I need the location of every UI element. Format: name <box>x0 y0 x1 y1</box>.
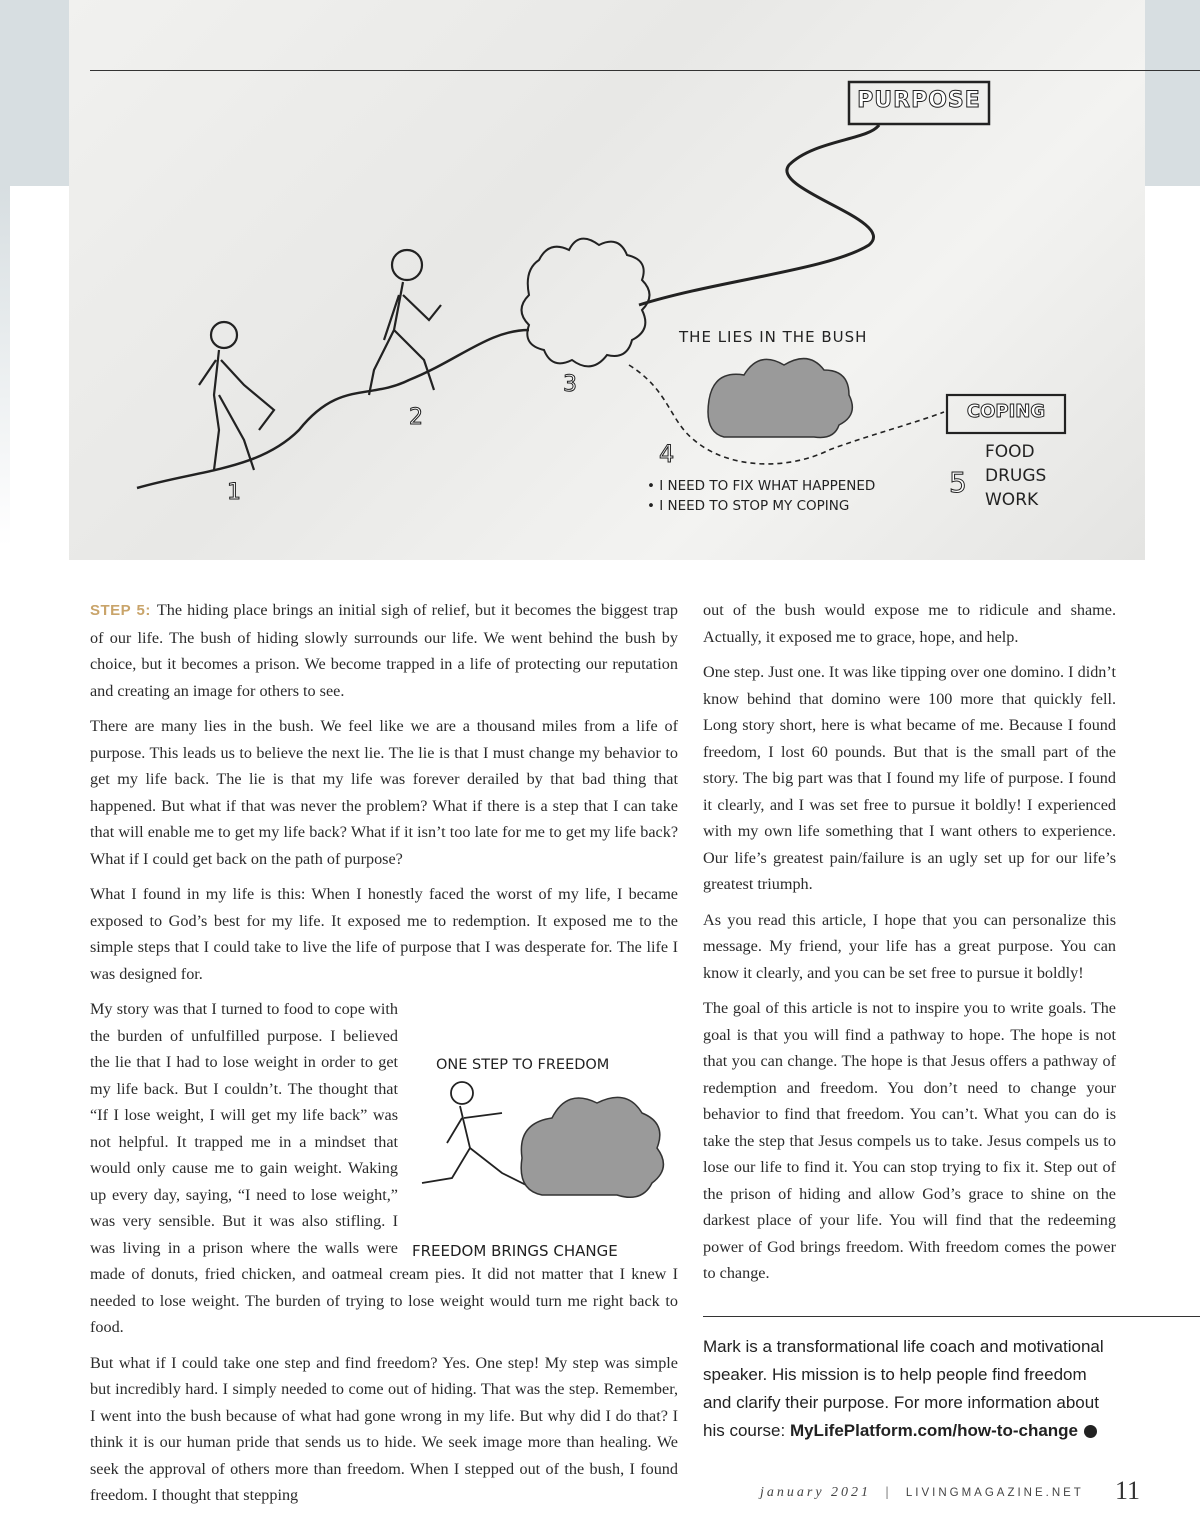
inset-illustration <box>412 1038 680 1260</box>
footer-date: january 2021 <box>760 1485 872 1500</box>
bio-text: Mark is a transformational life coach and motivational speaker. His mission is to help people find freedom and clarify their purpose. For more information about his course: <box>703 1337 1104 1440</box>
lies-label: THE LIES IN THE BUSH <box>679 328 868 346</box>
article-right-column <box>703 597 1116 1296</box>
path-to-purpose-drawing <box>69 0 1145 560</box>
footer-separator: | <box>885 1485 892 1500</box>
step-number-3: 3 <box>563 372 577 397</box>
coping-item-2: DRUGS <box>985 466 1047 486</box>
paragraph: What I found in my life is this: When I honestly faced the worst of my life, I became exposed to God’s best for my life. It exposed me to redemption. It exposed me to the simple steps that I could take to live the life of purpose that I was desperate for. The life I was designed for. <box>90 885 678 983</box>
inset-top-text: ONE STEP TO FREEDOM <box>436 1056 610 1073</box>
bio-divider <box>703 1316 1200 1317</box>
left-edge-shade <box>0 186 10 546</box>
figure-1 <box>199 322 274 470</box>
paragraph: My story was that I turned to food to cope with the burden of unfulfilled purpose. I believed the lie that I had to lose weight in order to get my life back. But I couldn’t. The thought that “If I lose weight, I will get my life back” was not helpful. It trapped me in a mindset that would only cause me to gain weight. Waking up every day, saying, “I need to lose weight,” was very sensible. But it was also stifling. I was living in a prison where the walls were made of donuts, fried chicken, and oatmeal cream pies. It did not matter that I knew I needed to lose weight. The burden of trying to lose weight would turn me right back to food. <box>90 1000 678 1336</box>
step-number-4: 4 <box>659 440 675 468</box>
step-number-5: 5 <box>949 466 967 499</box>
author-bio <box>703 1333 1119 1445</box>
step-number-1: 1 <box>227 480 241 505</box>
top-rule <box>90 70 1200 71</box>
paragraph: The goal of this article is not to inspire you to write goals. The goal is that you will find a pathway to hope. The hope is not that you can change. The hope is that Jesus offers a pathway of redemption and freedom. You don’t need to change your behavior to find that freedom. You can’t. What you can do is take the step that Jesus compels us to take. Jesus compels us to lose our life to find it. You can stop trying to fix it. Step out of the prison of hiding and allow God’s grace to shine on the darkest place of your life. You will find that the redeeming power of God brings freedom. With freedom comes the power to change. <box>703 999 1116 1282</box>
step-number-2: 2 <box>409 405 423 430</box>
paragraph: But what if I could take one step and find freedom? Yes. One step! My step was simple but incredibly hard. I simply needed to come out of hiding. That was the step. Remember, I went into the bush because of what had gone wrong in my life. But why did I do that? I think it is our human pride that sends us to hide. We seek image more than healing. We seek the approval of others more than freedom. When I stepped out of the bush, I found freedom. I thought that stepping <box>90 1353 678 1504</box>
coping-item-1: FOOD <box>985 442 1035 462</box>
paragraph: As you read this article, I hope that you can personalize this message. My friend, your life has a great purpose. You can know it clearly, and you can be set free to pursue it boldly! <box>703 910 1116 982</box>
bullet-1: • I NEED TO FIX WHAT HAPPENED <box>647 478 876 494</box>
paragraph: out of the bush would expose me to ridicule and shame. Actually, it exposed me to grace, hope, and help. <box>703 601 1116 646</box>
end-mark-icon <box>1084 1425 1097 1438</box>
paragraph: One step. Just one. It was like tipping over one domino. I didn’t know behind that domino were 100 more that quickly fell. Long story short, here is what became of me. Because I found freedom, I lost 60 pounds. But that is the small part of the story. The big part was that I found my life of purpose. I found it clearly, and I was set free to pursue it boldly! I experienced with my own life something that I want others to experience. Our life’s greatest pain/failure is an ugly set up for our life’s greatest triumph. <box>703 663 1116 893</box>
page-footer <box>760 1485 1084 1501</box>
step-label: STEP 5: <box>90 602 151 619</box>
figure-2 <box>369 250 441 395</box>
page-number: 11 <box>1115 1476 1141 1505</box>
footer-site[interactable]: LIVINGMAGAZINE.NET <box>905 1487 1084 1499</box>
bullet-2: • I NEED TO STOP MY COPING <box>647 498 850 514</box>
purpose-sign-label: PURPOSE <box>857 88 981 113</box>
coping-item-3: WORK <box>985 490 1039 510</box>
paragraph: There are many lies in the bush. We feel like we are a thousand miles from a life of purpose. This leads us to believe the next lie. The lie is that I must change my behavior to get my life back. The lie is that my life was forever derailed by that bad thing that happened. But what if that was never the problem? What if there is a step that I can take that will enable me to get my life back? What if it isn’t too late for me to get my life back? What if I could get back on the path of purpose? <box>90 717 678 868</box>
paragraph: STEP 5: The hiding place brings an initial sigh of relief, but it becomes the biggest trap of our life. The bush of hiding slowly surrounds our life. We went behind the bush by choice, but it becomes a prison. We become trapped in a life of protecting our reputation and creating an image for others to see. <box>90 601 678 700</box>
bio-link[interactable]: MyLifePlatform.com/how-to-change <box>789 1421 1079 1440</box>
inset-bottom-text: FREEDOM BRINGS CHANGE <box>412 1242 618 1260</box>
coping-sign-label: COPING <box>966 401 1046 422</box>
article-left-column <box>90 597 678 1518</box>
bush-outline <box>522 239 650 367</box>
lies-bush <box>708 359 852 438</box>
hero-illustration <box>69 0 1145 560</box>
